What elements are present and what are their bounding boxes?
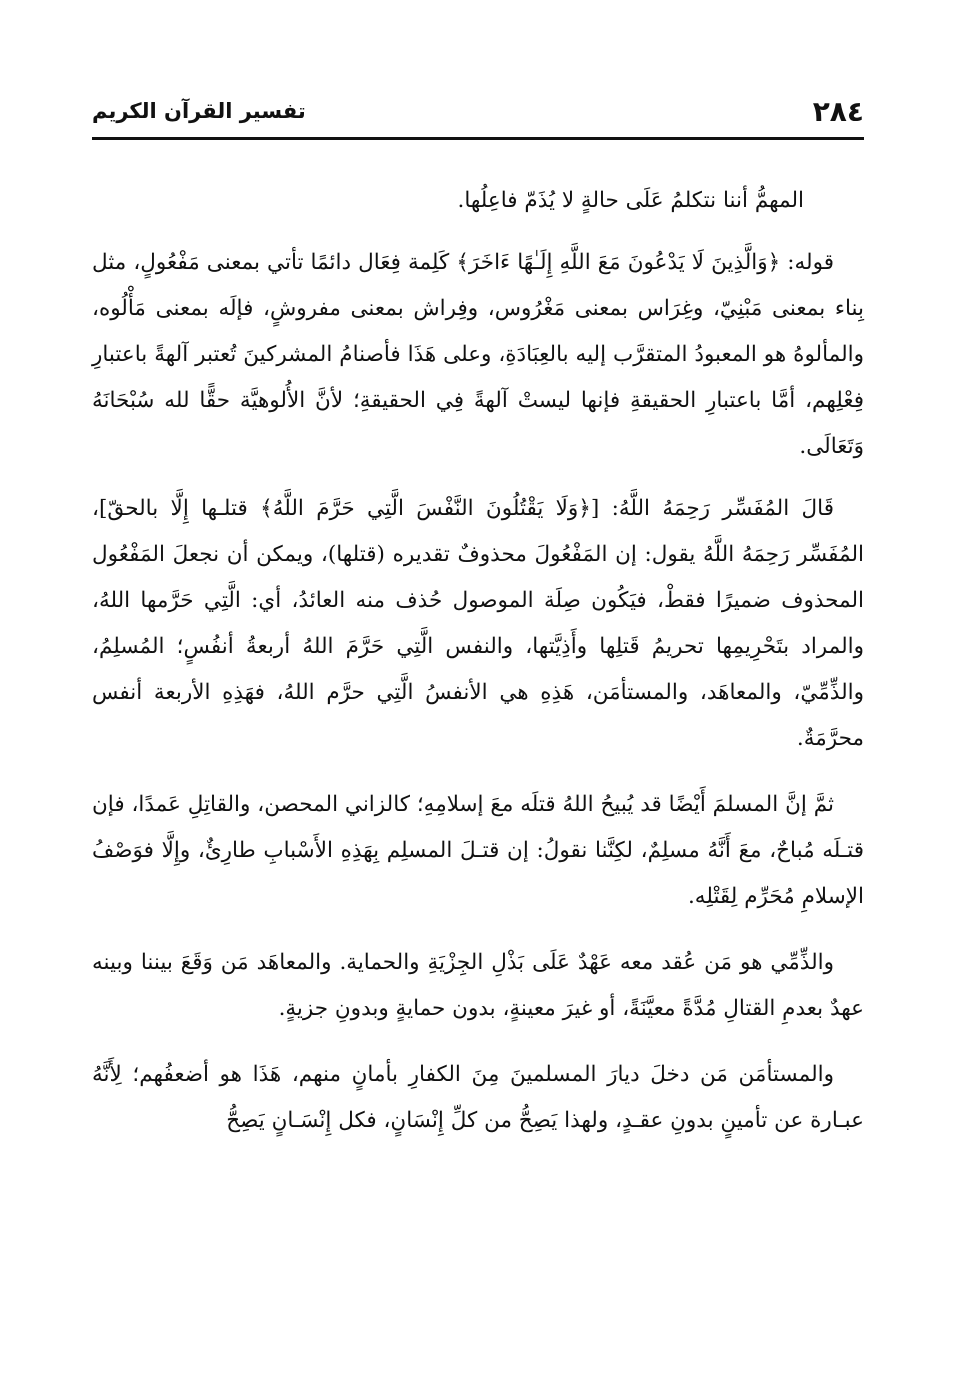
paragraph: والذِّمِّي هو مَن عُقد معه عَهْدٌ عَلَى بَذْلِ الجِزْيَةِ والحماية. والمعاهَد مَن وَقَعَ بيننا وبينه عهدٌ بعدمِ القتالِ مُدَّةً معيَّنَةً، أو غيرَ معينةٍ، بدون حمايةٍ وبدونِ جزيةٍ.: [92, 950, 864, 1021]
paragraph: قَالَ المُفَسِّر رَحِمَهُ اللَّهُ: [﴿وَلَا يَقْتُلُونَ النَّفْسَ الَّتِي حَرَّمَ اللَّهُ﴾ قتلـها إِلَّا بالحقّ]، المُفَسِّر رَحِمَهُ اللَّهُ يقول: إن المَفْعُولَ محذوفٌ تقديره (قتلها)، ويمكن أن نجعلَ المَفْعُول المحذوف ضميرًا فقطْ، فيَكُون صِلَة الموصول حُذف منه العائدُ، أي: الَّتِي حَرَّمها اللهُ، والمراد بتَحْرِيمِها تحريمُ قَتلِها وأَذِيَّتها، والنفس الَّتِي حَرَّمَ اللهُ أربعةُ أنفُسٍ؛ المُسلِمُ، والذِّمِّيّ، والمعاهَد، والمستأمَن، هَذِهِ هي الأنفسُ الَّتِي حرَّم اللهُ، فهَذِهِ الأربعة أنفس محرَّمَةٌ.: [92, 496, 864, 751]
running-title: تفسير القرآن الكريم: [92, 99, 306, 123]
paragraph: والمستأمَن مَن دخلَ ديارَ المسلمينَ مِنَ الكفارِ بأمانٍ منهم، هَذَا هو أضعفُهم؛ لِأَنَّهُ عبـارة عن تأمينٍ بدونِ عقـدٍ، ولهذا يَصِحُّ من كلِّ إِنْسَانٍ، فكل إِنْسَـانٍ يَصِحُّ: [92, 1062, 864, 1133]
paragraph: المهمُّ أننا نتكلمُ عَلَى حالةٍ لا يُذَمّ فاعِلُها.: [457, 188, 804, 213]
paragraph: ثمَّ إنَّ المسلمَ أَيْضًا قد يُبيحُ اللهُ قتلَه معَ إسلامِهِ؛ كالزاني المحصن، والقاتِلِ عَمدًا، فإن قتـلَه مُباحٌ، معَ أَنَّهُ مسلِمٌ، لكِنَّنا نقولُ: إن قتـلَ المسلِم بِهَذِهِ الأَسْبابِ طارِئٌ، وإِلَّا فوَصْفُ الإسلامِ مُحَرِّم لِقَتْلِه.: [92, 792, 864, 909]
paragraph: قوله: ﴿وَالَّذِينَ لَا يَدْعُونَ مَعَ اللَّهِ إِلَـٰهًا ءَاخَرَ﴾ كَلِمة فِعَال دائمًا تأتي بمعنى مَفْعُولٍ، مثل بِناء بمعنى مَبْنِيّ، وغِرَاس بمعنى مَغْرُوس، وفِراش بمعنى مفروشٍ، فإلَه بمعنى مَأْلُوه، والمألوهُ هو المعبودُ المتقرَّب إليه بالعِبَادَةِ، وعلى هَذَا فأصنامُ المشركينَ تُعتبر آلهةً باعتبارِ فِعْلِهم، أمَّا باعتبارِ الحقيقةِ فإنها ليستْ آلهةً فِي الحقيقةِ؛ لأنَّ الأُلوهيَّة حقًّا لله سُبْحَانَهُ وَتَعَالَى.: [92, 250, 864, 459]
page-number: ٢٨٤: [812, 95, 864, 128]
page-body: [92, 178, 864, 1162]
page-header: [92, 95, 864, 140]
